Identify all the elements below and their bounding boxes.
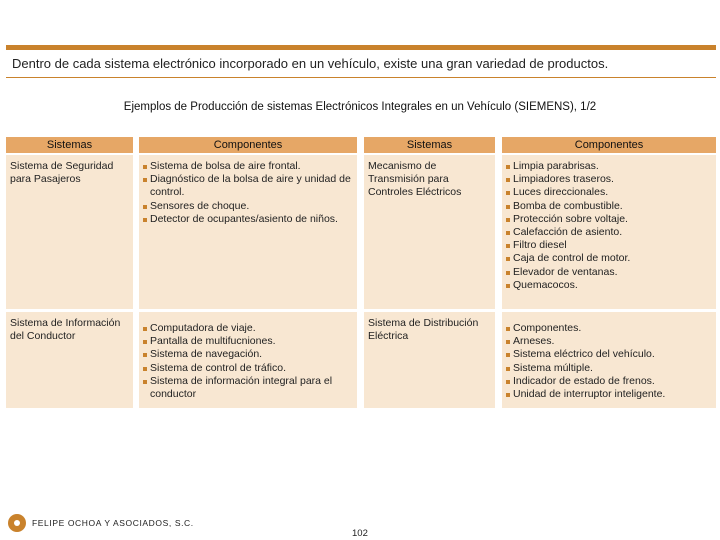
list-item: Diagnóstico de la bolsa de aire y unidad de control. (143, 173, 353, 199)
system-name: Sistema de Información del Conductor (10, 317, 121, 343)
header-components-left: Componentes (139, 137, 357, 153)
list-item: Sistema de navegación. (143, 348, 353, 361)
system-name: Sistema de Seguridad para Pasajeros (10, 160, 114, 186)
list-item: Limpia parabrisas. (506, 160, 712, 173)
component-list (506, 160, 712, 292)
list-item: Filtro diesel (506, 239, 712, 252)
list-item: Quemacocos. (506, 279, 712, 292)
system-name: Sistema de Distribución Eléctrica (368, 317, 479, 343)
component-list (143, 322, 353, 401)
row1-right-components (502, 155, 716, 309)
list-item: Luces direccionales. (506, 186, 712, 199)
system-name: Mecanismo de Transmisión para Controles Eléctricos (368, 160, 462, 199)
page-number: 102 (352, 528, 368, 539)
list-item: Sistema de control de tráfico. (143, 362, 353, 375)
list-item: Arneses. (506, 335, 712, 348)
list-item: Sistema múltiple. (506, 362, 712, 375)
row1-right-system (364, 155, 495, 309)
row1-left-components (139, 155, 357, 309)
row2-left-system (6, 312, 133, 408)
list-item: Sensores de choque. (143, 200, 353, 213)
list-item: Unidad de interruptor inteligente. (506, 388, 712, 401)
list-item: Elevador de ventanas. (506, 266, 712, 279)
header-systems-left: Sistemas (6, 137, 133, 153)
list-item: Indicador de estado de frenos. (506, 375, 712, 388)
row1-left-system (6, 155, 133, 309)
intro-rule (6, 77, 716, 78)
row2-right-system (364, 312, 495, 408)
footer-company: FELIPE OCHOA Y ASOCIADOS, S.C. (32, 518, 194, 528)
circle-logo-icon (8, 514, 26, 532)
list-item: Calefacción de asiento. (506, 226, 712, 239)
table-caption: Ejemplos de Producción de sistemas Electrónicos Integrales en un Vehículo (SIEMENS), 1/2 (123, 101, 597, 113)
intro-text: Dentro de cada sistema electrónico incorporado en un vehículo, existe una gran variedad de productos. (12, 56, 609, 71)
header-components-right: Componentes (502, 137, 716, 153)
component-list (143, 160, 353, 226)
list-item: Sistema eléctrico del vehículo. (506, 348, 712, 361)
list-item: Caja de control de motor. (506, 252, 712, 265)
top-rule (6, 45, 716, 50)
list-item: Detector de ocupantes/asiento de niños. (143, 213, 353, 226)
list-item: Bomba de combustible. (506, 200, 712, 213)
list-item: Limpiadores traseros. (506, 173, 712, 186)
header-systems-right: Sistemas (364, 137, 495, 153)
list-item: Protección sobre voltaje. (506, 213, 712, 226)
list-item: Componentes. (506, 322, 712, 335)
component-list (506, 322, 712, 401)
row2-right-components (502, 312, 716, 408)
list-item: Sistema de información integral para el conductor (143, 375, 353, 401)
list-item: Pantalla de multifucniones. (143, 335, 353, 348)
list-item: Sistema de bolsa de aire frontal. (143, 160, 353, 173)
row2-left-components (139, 312, 357, 408)
list-item: Computadora de viaje. (143, 322, 353, 335)
